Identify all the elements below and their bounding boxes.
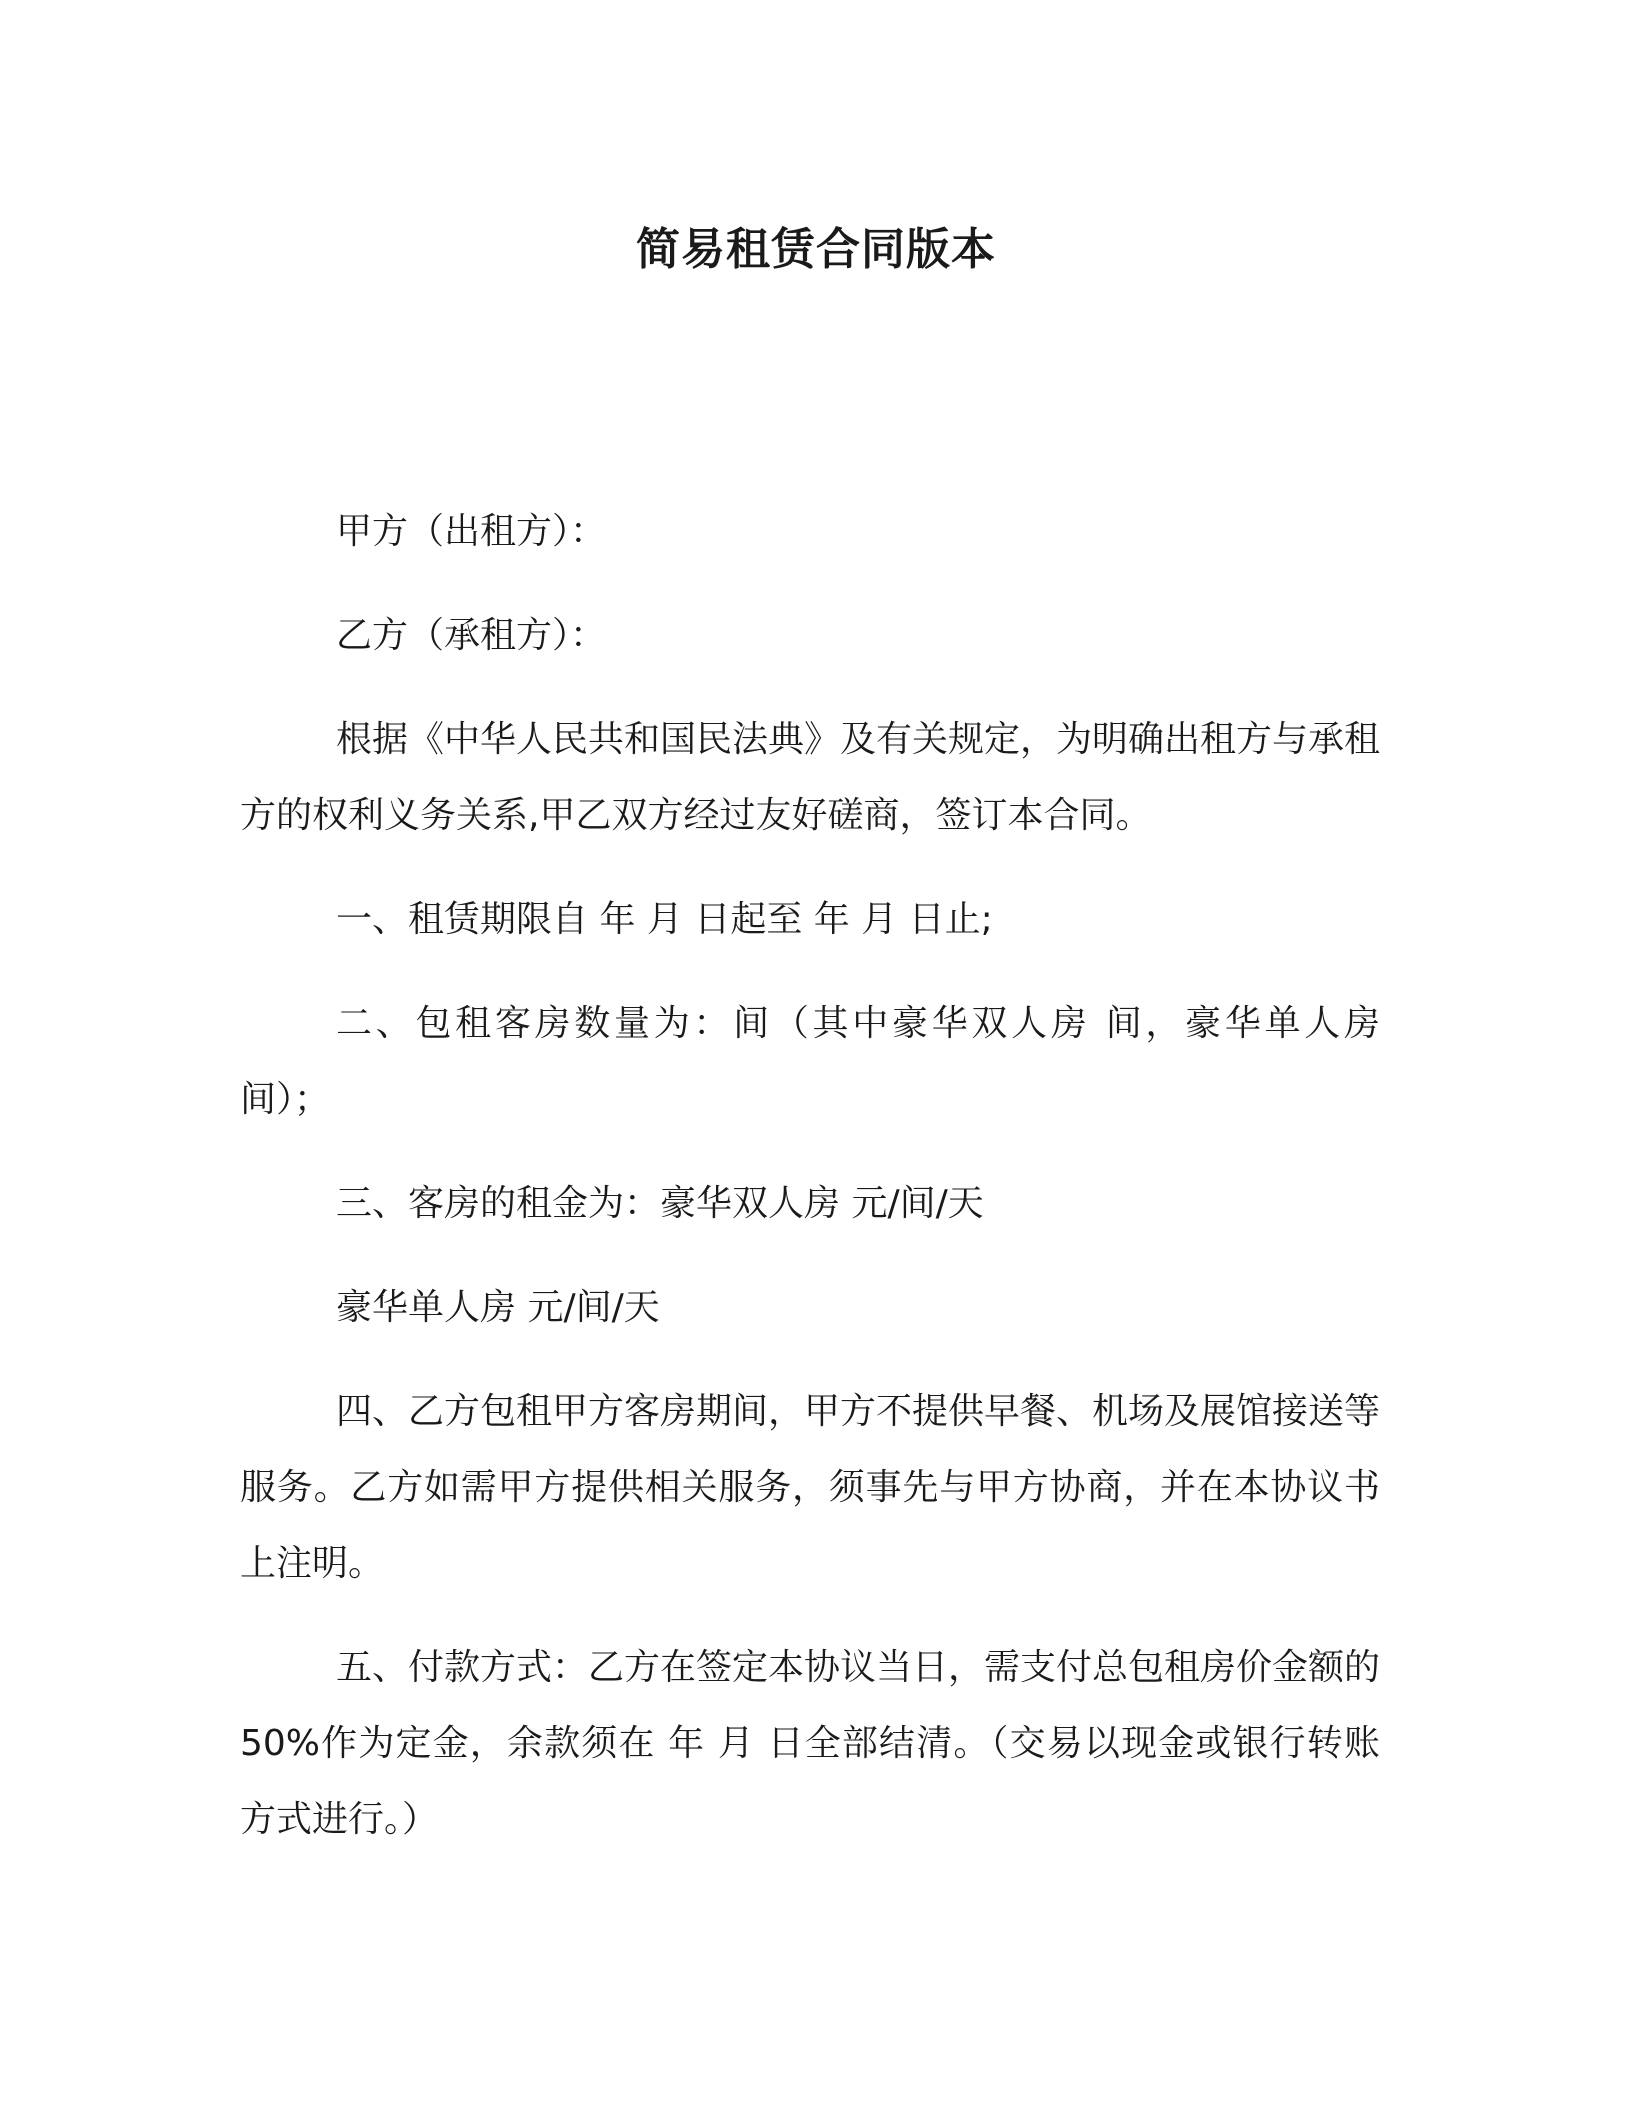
clause-4-services: 四、乙方包租甲方客房期间，甲方不提供早餐、机场及展馆接送等服务。乙方如需甲方提供相关服务，须事先与甲方协商，并在本协议书上注明。: [240, 1391, 1381, 1584]
clause-5-payment: 五、付款方式：乙方在签定本协议当日，需支付总包租房价金额的 50%作为定金，余款须在 年 月 日全部结清。（交易以现金或银行转账方式进行。）: [240, 1647, 1381, 1840]
party-b-line: 乙方（承租方）：: [336, 615, 607, 656]
document-title: 简易租赁合同版本: [636, 224, 996, 275]
clause-1-lease-term: 一、租赁期限自 年 月 日起至 年 月 日止;: [336, 899, 993, 940]
clause-3-rent-double: 三、客房的租金为：豪华双人房 元/间/天: [336, 1183, 984, 1224]
party-a-line: 甲方（出租方）：: [336, 511, 607, 552]
clause-2-room-count: 二、包租客房数量为：间（其中豪华双人房 间，豪华单人房 间）；: [240, 1003, 1380, 1120]
preamble-paragraph: 根据《中华人民共和国民法典》及有关规定，为明确出租方与承租方的权利义务关系,甲乙双方经过友好磋商，签订本合同。: [240, 719, 1381, 836]
clause-3-rent-single: 豪华单人房 元/间/天: [336, 1287, 660, 1328]
document-body: [240, 494, 1380, 1886]
